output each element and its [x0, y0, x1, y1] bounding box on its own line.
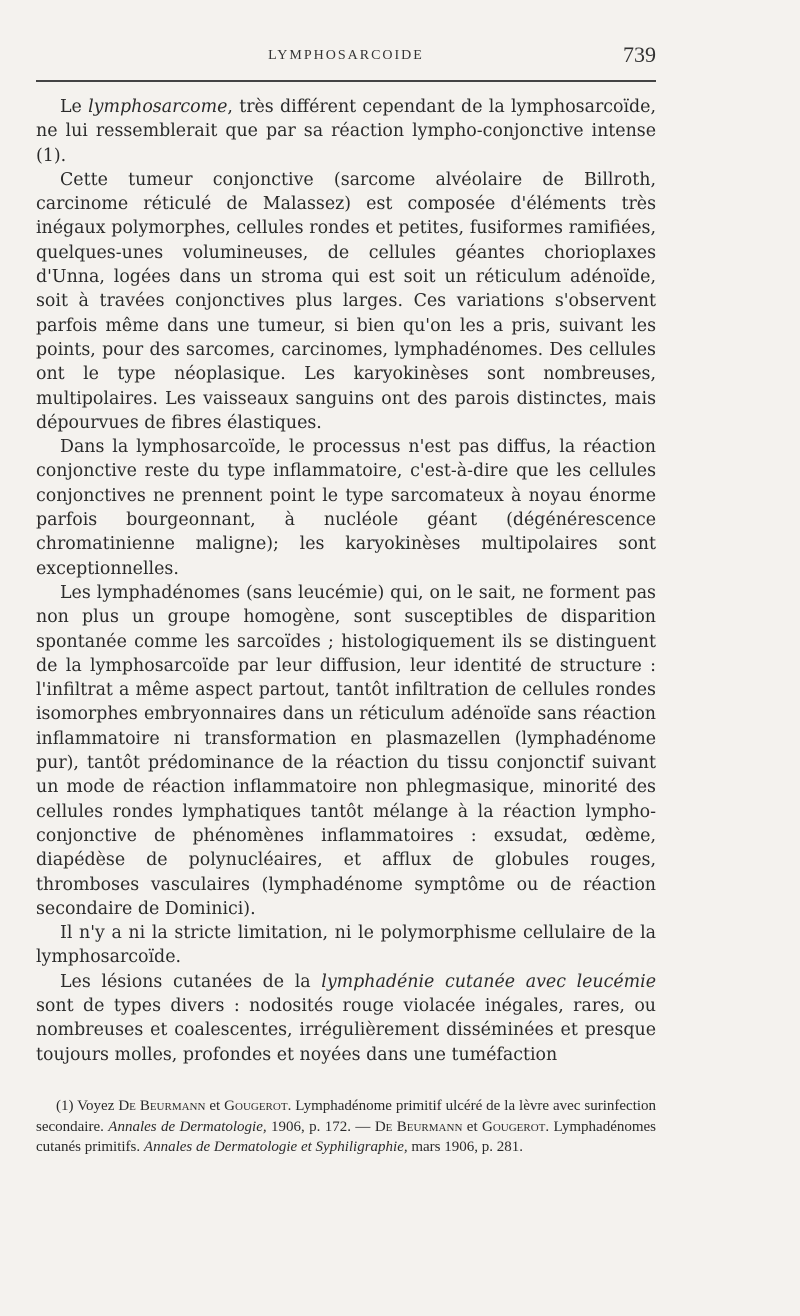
paragraph-5: Il n'y a ni la stricte limitation, ni le polymorphisme cellulaire de la lymphosarcoïde.	[36, 923, 656, 968]
paragraph-2: Cette tumeur conjonctive (sarcome alvéolaire de Billroth, carcinome réticulé de Malassez) est composée d'éléments très inégaux polymorphes, cellules rondes et petites, fusiformes ramifiées, quelques-unes volumineuses, de cellules géantes chorioplaxes d'Unna, logées dans un stroma qui est soit un réticulum adénoïde, soit à travées conjonctives plus larges. Ces variations s'observent parfois même dans une tumeur, si bien qu'on les a pris, suivant les points, pour des sarcomes, carcinomes, lymphadénomes. Des cellules ont le type néoplasique. Les karyokinèses sont nombreuses, multipolaires. Les vaisseaux sanguins ont des parois distinctes, mais dépourvues de fibres élastiques.	[36, 169, 656, 433]
running-title: LYMPHOSARCOIDE	[268, 48, 424, 63]
paragraph-4: Les lymphadénomes (sans leucémie) qui, on le sait, ne forment pas non plus un groupe homogène, sont susceptibles de disparition spontanée comme les sarcoïdes ; histologiquement ils se distinguent de la lymphosarcoïde par leur diffusion, leur identité de structure : l'infiltrat a même aspect partout, tantôt infiltration de cellules rondes isomorphes embryonnaires dans un réticulum adénoïde sans réaction inflammatoire ni transformation en plasmazellen (lymphadénome pur), tantôt prédominance de la réaction du tissu conjonctif suivant un mode de réaction inflammatoire non phlegmasique, minorité des cellules rondes lymphatiques tantôt mélange à la réaction lympho-conjonctive de phénomènes inflammatoires : exsudat, œdème, diapédèse de polynucléaires, et afflux de globules rouges, thromboses vasculaires (lymphadénome symptôme ou de réaction secondaire de Dominici).	[36, 582, 656, 919]
fn-author: De Beurmann	[118, 1098, 206, 1114]
page-number: 739	[623, 42, 656, 67]
p6-text-c: sont de types divers : nodosités rouge violacée inégales, rares, ou nombreuses et coalescentes, irrégulièrement disséminées et presque toujours molles, profondes et noyées dans une tuméfaction	[36, 995, 656, 1065]
fn-text: mars 1906, p. 281.	[407, 1139, 524, 1155]
fn-journal: Annales de Dermatologie et Syphiligraphie,	[143, 1139, 408, 1155]
paragraph-6	[36, 970, 656, 1067]
fn-text: 1906, p. 172. —	[266, 1118, 375, 1135]
fn-author: De Beurmann	[374, 1118, 463, 1135]
fn-author: Gougerot	[482, 1118, 546, 1135]
footnotes	[36, 1096, 656, 1158]
paragraph-1	[36, 95, 656, 168]
p1-text-c: , très différent cependant de la lymphosarcoïde, ne lui ressemblerait que par sa réaction lympho-conjonctive intense (1).	[36, 97, 656, 166]
fn-journal: Annales de Dermatologie,	[108, 1118, 267, 1135]
footnote-1	[36, 1096, 656, 1158]
p6-text-a: Les lésions cutanées de la	[60, 971, 322, 992]
p6-italic-term: lymphadénie cutanée avec leucémie	[321, 971, 657, 992]
page-header	[36, 38, 656, 78]
fn-text: . Lymphadénome primitif ulcéré de la lèvre avec surinfection secondaire.	[36, 1098, 657, 1135]
p1-italic-term: lymphosarcome	[88, 97, 228, 117]
fn-text: et	[462, 1118, 482, 1135]
header-rule	[36, 80, 656, 82]
fn-author: Gougerot	[224, 1098, 288, 1114]
fn-text: . Lymphadénomes cutanés primitifs.	[36, 1118, 657, 1155]
fn-text: (1) Voyez	[56, 1098, 119, 1114]
paragraph-3: Dans la lymphosarcoïde, le processus n'est pas diffus, la réaction conjonctive reste du type inflammatoire, c'est-à-dire que les cellules conjonctives ne prennent point le type sarcomateux à noyau énorme parfois bourgeonnant, à nucléole géant (dégénérescence chromatinienne maligne); les karyokinèses multipolaires sont exceptionnelles.	[36, 437, 656, 579]
fn-text: et	[205, 1098, 225, 1114]
p1-text-a: Le	[60, 97, 89, 117]
body-text	[36, 95, 656, 1067]
